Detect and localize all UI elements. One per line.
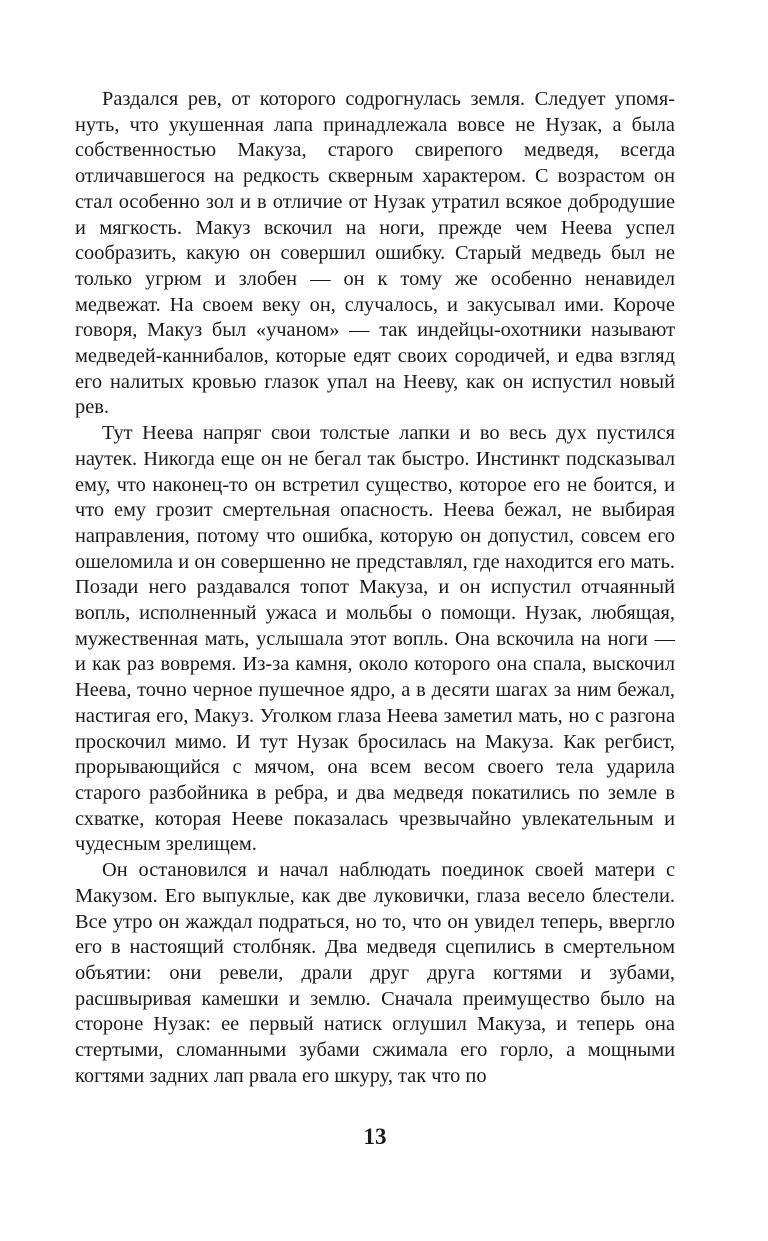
book-page <box>75 87 675 1207</box>
page-number: 13 <box>363 1124 387 1149</box>
paragraph-1: Раздался рев, от которого содрогнулась земля. Следует упомянуть, что укушенная лапа принадлежала вовсе не Нузак, а была собственностью Макуза, старого свирепого медведя, всегда отличавшегося на редкость скверным характером. С возрастом он стал особенно зол и в отличие от Нузак утратил всякое добродушие и мягкость. Макуз вскочил на ноги, прежде чем Неева успел сообразить, какую он совершил ошибку. Старый медведь был не только угрюм и злобен — он к тому же особенно ненавидел медвежат. На своем веку он, случалось, и закусывал ими. Короче говоря, Макуз был «учаном» — так индейцы-охотники называют медведей-каннибалов, которые едят своих сородичей, и едва взгляд его налитых кровью глазок упал на Нееву, как он испустил новый рев. <box>75 88 675 419</box>
body-text <box>75 87 675 1089</box>
paragraph-3: Он остановился и начал наблюдать поединок своей матери с Макузом. Его выпуклые, как две луковички, глаза весело блестели. Все утро он жаждал подраться, но то, что он увидел теперь, ввергло его в настоящий столбняк. Два медведя сцепились в смертельном объятии: они ревели, драли друг друга когтями и зубами, расшвыривая камешки и землю. Сначала преимущество было на стороне Нузак: ее первый натиск оглушил Макуза, и теперь она стертыми, сломанными зубами сжимала его горло, а мощными когтями задних лап рвала его шкуру, так что по <box>75 859 675 1087</box>
paragraph-2: Тут Неева напряг свои толстые лапки и во весь дух пустился наутек. Никогда еще он не бегал так быстро. Инстинкт подсказывал ему, что наконец-то он встретил существо, которое его не боится, и что ему грозит смертельная опасность. Неева бежал, не выбирая направления, потому что ошибка, которую он допустил, совсем его ошеломила и он совершенно не представлял, где находится его мать. Позади него раздавался топот Макуза, и он испустил отчаянный вопль, исполненный ужаса и мольбы о помощи. Нузак, любящая, мужественная мать, услышала этот вопль. Она вскочила на ноги — и как раз вовремя. Из-за камня, около которого она спала, выскочил Неева, точно черное пушечное ядро, а в десяти шагах за ним бежал, настигая его, Макуз. Уголком глаза Неева заметил мать, но с разгона проскочил мимо. И тут Нузак бросилась на Макуза. Как регбист, прорывающийся с мячом, она всем весом своего тела ударила старого разбойника в ребра, и два медведя покатились по земле в схватке, которая Нееве показалась чрезвычайно увлекательным и чудесным зрелищем. <box>75 422 675 856</box>
